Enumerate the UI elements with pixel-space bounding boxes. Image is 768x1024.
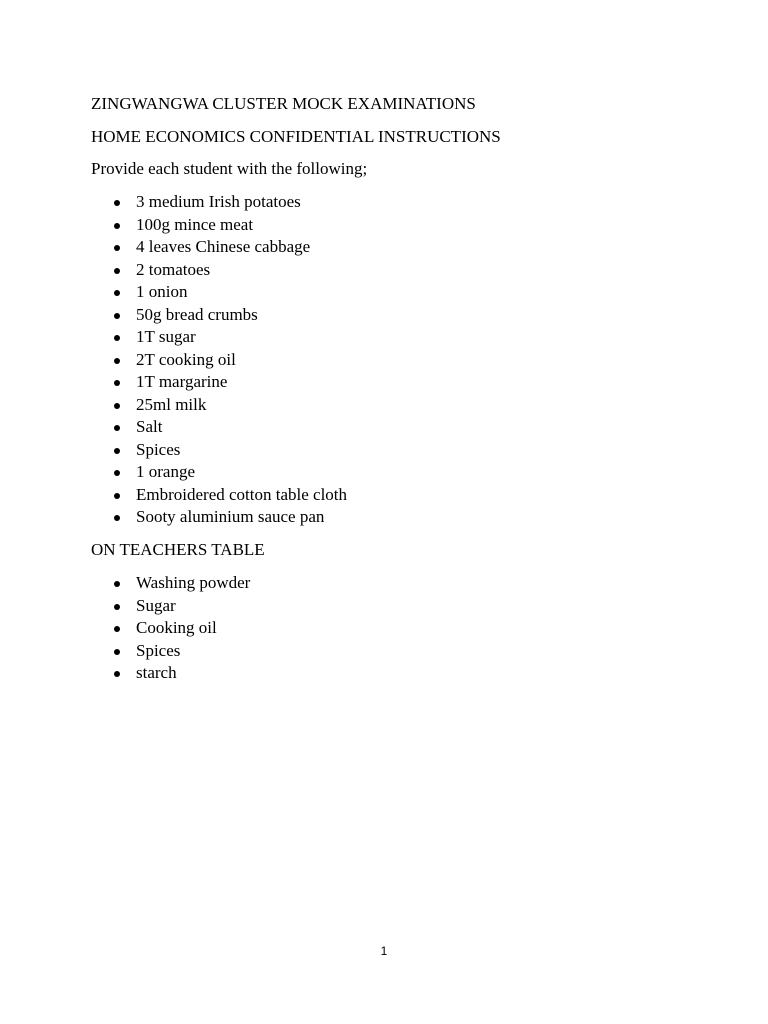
bullet-icon	[114, 448, 120, 454]
list-item-text: Sugar	[136, 595, 176, 615]
teacher-table-heading: ON TEACHERS TABLE	[91, 540, 265, 559]
list-item-text: 2T cooking oil	[136, 349, 236, 369]
list-item-text: Salt	[136, 417, 163, 436]
bullet-icon	[114, 493, 120, 499]
list-item-text: Washing powder	[136, 573, 251, 592]
list-item-text: 4 leaves Chinese cabbage	[136, 237, 311, 256]
bullet-icon	[114, 358, 120, 364]
bullet-icon	[114, 515, 120, 521]
list-item-text: 3 medium Irish potatoes	[136, 192, 301, 211]
instructions-heading: HOME ECONOMICS CONFIDENTIAL INSTRUCTIONS	[91, 127, 501, 146]
bullet-icon	[114, 200, 120, 206]
bullet-icon	[114, 335, 120, 341]
bullet-icon	[114, 425, 120, 431]
bullet-icon	[114, 626, 120, 632]
bullet-icon	[114, 671, 120, 677]
list-item-text: Spices	[136, 439, 181, 459]
bullet-icon	[114, 245, 120, 251]
bullet-icon	[114, 604, 120, 610]
list-item-text: Spices	[136, 640, 181, 660]
bullet-icon	[114, 223, 120, 229]
list-item-text: Embroidered cotton table cloth	[136, 484, 348, 504]
page-number: 1	[380, 944, 388, 958]
list-item-text: 100g mince meat	[136, 214, 254, 234]
list-item-text: 1 orange	[136, 462, 196, 481]
bullet-icon	[114, 290, 120, 296]
list-item-text: starch	[136, 663, 177, 682]
bullet-icon	[114, 380, 120, 386]
list-item-text: 25ml milk	[136, 394, 207, 414]
bullet-icon	[114, 649, 120, 655]
intro-text: Provide each student with the following;	[91, 159, 368, 178]
list-item-text: Cooking oil	[136, 618, 217, 637]
bullet-icon	[114, 470, 120, 476]
list-item-text: 50g bread crumbs	[136, 304, 258, 324]
bullet-icon	[114, 581, 120, 587]
exam-title: ZINGWANGWA CLUSTER MOCK EXAMINATIONS	[91, 94, 476, 113]
list-item-text: 2 tomatoes	[136, 259, 211, 279]
list-item-text: 1T margarine	[136, 372, 228, 391]
bullet-icon	[114, 313, 120, 319]
bullet-icon	[114, 268, 120, 274]
bullet-icon	[114, 403, 120, 409]
list-item-text: Sooty aluminium sauce pan	[136, 507, 325, 526]
list-item-text: 1 onion	[136, 282, 188, 301]
list-item-text: 1T sugar	[136, 327, 196, 346]
